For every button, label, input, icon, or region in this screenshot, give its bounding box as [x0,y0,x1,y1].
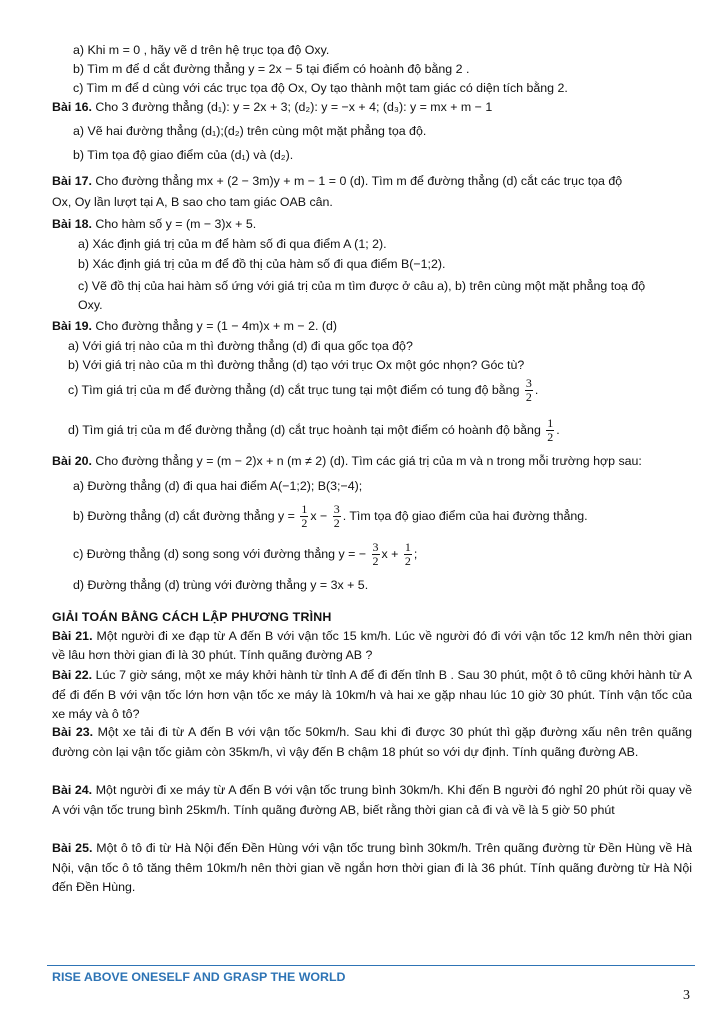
footer-slogan: RISE ABOVE ONESELF AND GRASP THE WORLD [52,970,346,984]
exercise-label: Bài 23. [52,725,94,739]
exercise-16-a: a) Vẽ hai đường thẳng (d₁);(d₂) trên cùng một mặt phẳng tọa độ. [73,124,427,138]
item-b-line: b) Tìm m để d cắt đường thẳng y = 2x − 5 tại điểm có hoành độ bằng 2 . [73,62,470,76]
exercise-18-c-cont: Oxy. [78,298,103,312]
exercise-17-cont: Ox, Oy lần lượt tại A, B sao cho tam giác OAB cân. [52,195,333,209]
exercise-16 [52,99,492,115]
exercise-16-b: b) Tìm tọa độ giao điểm của (d₁) và (d₂). [73,148,294,162]
exercise-text: Lúc 7 giờ sáng, một xe máy khởi hành từ tỉnh A để đi đến tỉnh B . Sau 30 phút, một ô tô cũng khởi hành từ A để đi đến B với vận tốc lớn hơn vận tốc xe máy là 10km/h và hai xe gặp nhau lúc 10 giờ 30 phút. Tính vận tốc của xe máy và ô tô? [52,668,692,721]
exercise-text: Một người đi xe máy từ A đến B với vận tốc trung bình 30km/h. Khi đến B người đó nghỉ 20 phút rồi quay về A với vận tốc trung bình 25km/h. Tính quãng đường AB, biết rằng thời gian cả đi và về là 5 giờ 50 phút [52,783,692,817]
exercise-18-a: a) Xác định giá trị của m để hàm số đi qua điểm A (1; 2). [78,237,387,251]
fraction: $\frac{3}{2}$ [525,376,532,404]
exercise-label: Bài 18. [52,217,92,231]
exercise-label: Bài 20. [52,454,92,468]
exercise-label: Bài 19. [52,319,92,333]
footer-divider [47,965,695,966]
exercise-text: ; [413,546,418,561]
exercise-text: Cho 3 đường thẳng (d₁): y = 2x + 3; (d₂): y = −x + 4; (d₃): y = mx + m − 1 [91,100,493,114]
exercise-text: x + [381,546,399,561]
fraction: $\frac{1}{2}$ [547,416,554,444]
section-heading: GIẢI TOÁN BẰNG CÁCH LẬP PHƯƠNG TRÌNH [52,610,332,624]
exercise-20 [52,453,642,469]
exercise-label: Bài 22. [52,668,93,682]
page-number: 3 [683,988,690,1003]
exercise-text: d) Tìm giá trị của m để đường thẳng (d) cắt trục hoành tại một điểm có hoành độ bằng [68,422,541,437]
exercise-17 [52,173,622,189]
exercise-text: b) Đường thẳng (d) cắt đường thẳng y = [73,508,295,523]
exercise-21 [52,627,692,665]
fraction: $\frac{3}{2}$ [333,502,340,530]
exercise-text: Cho đường thẳng y = (m − 2)x + n (m ≠ 2) (d). Tìm các giá trị của m và n trong mỗi trường hợp sau: [91,454,642,468]
exercise-24 [52,781,692,820]
exercise-text: x − [310,508,328,523]
exercise-25 [52,839,692,898]
exercise-20-b [73,503,588,530]
item-c-line: c) Tìm m để d cùng với các trục tọa độ Ox, Oy tạo thành một tam giác có diện tích bằng 2. [73,81,568,95]
exercise-text: c) Đường thẳng (d) song song với đường thẳng y = − [73,546,367,561]
exercise-18-b: b) Xác định giá trị của m để đồ thị của hàm số đi qua điểm B(−1;2). [78,257,446,271]
exercise-text: Một ô tô đi từ Hà Nội đến Đền Hùng với vận tốc trung bình 30km/h. Trên quãng đường từ Đền Hùng về Hà Nội, vận tốc ô tô tăng thêm 10km/h nên thời gian về ngắn hơn thời gian đi là 36 phút. Tính quãng đường từ Hà Nội đến Đền Hùng. [52,841,692,894]
exercise-23 [52,723,692,762]
exercise-text: Một người đi xe đạp từ A đến B với vận tốc 15 km/h. Lúc về người đó đi với vận tốc 12 km/h nên thời gian về lâu hơn thời gian đi là 30 phút. Tính quãng đường AB ? [52,629,693,662]
exercise-20-d: d) Đường thẳng (d) trùng với đường thẳng y = 3x + 5. [73,578,369,592]
exercise-19-a: a) Với giá trị nào của m thì đường thẳng (d) đi qua gốc tọa độ? [68,339,413,353]
exercise-label: Bài 16. [52,100,92,114]
exercise-text: . Tìm tọa độ giao điểm của hai đường thẳng. [342,508,588,523]
exercise-text: Một xe tải đi từ A đến B với vận tốc 50km/h. Sau khi đi được 30 phút thì gặp đường xấu nên trên quãng đường còn lại vận tốc giảm còn 35km/h, vì vậy đến B chậm 18 phút so với dự định. Tính quãng đường AB. [52,725,692,759]
exercise-label: Bài 21. [52,629,93,643]
exercise-22 [52,666,692,725]
exercise-20-c [73,541,417,568]
exercise-text: Cho đường thẳng mx + (2 − 3m)y + m − 1 = 0 (d). Tìm m để đường thẳng (d) cắt các trục tọa độ [91,174,623,188]
exercise-18 [52,216,256,232]
exercise-text: Cho hàm số y = (m − 3)x + 5. [91,217,257,231]
exercise-20-a: a) Đường thẳng (d) đi qua hai điểm A(−1;2); B(3;−4); [73,479,363,493]
exercise-19-d: d) Tìm giá trị của m để đường thẳng (d) cắt trục hoành tại một điểm có hoành độ bằng $\frac{1}{2}$ . [68,416,560,444]
fraction: $\frac{1}{2}$ [301,502,308,530]
exercise-19-b: b) Với giá trị nào của m thì đường thẳng (d) tạo với trục Ox một góc nhọn? Góc tù? [68,358,525,372]
fraction: $\frac{1}{2}$ [404,540,411,568]
exercise-label: Bài 17. [52,174,92,188]
exercise-18-c: c) Vẽ đồ thị của hai hàm số ứng với giá trị của m tìm được ở câu a), b) trên cùng một mặt phẳng toạ độ [78,279,646,293]
exercise-label: Bài 24. [52,783,93,797]
fraction: $\frac{3}{2}$ [372,540,379,568]
exercise-text: Cho đường thẳng y = (1 − 4m)x + m − 2. (d) [91,319,338,333]
exercise-text: c) Tìm giá trị của m để đường thẳng (d) cắt trục tung tại một điểm có tung độ bằng [68,382,520,397]
item-a-line: a) Khi m = 0 , hãy vẽ d trên hệ trục tọa độ Oxy. [73,43,330,57]
exercise-19 [52,318,337,334]
exercise-label: Bài 25. [52,841,93,855]
exercise-19-c: c) Tìm giá trị của m để đường thẳng (d) cắt trục tung tại một điểm có tung độ bằng $\frac{3}{2}$ . [68,376,539,404]
